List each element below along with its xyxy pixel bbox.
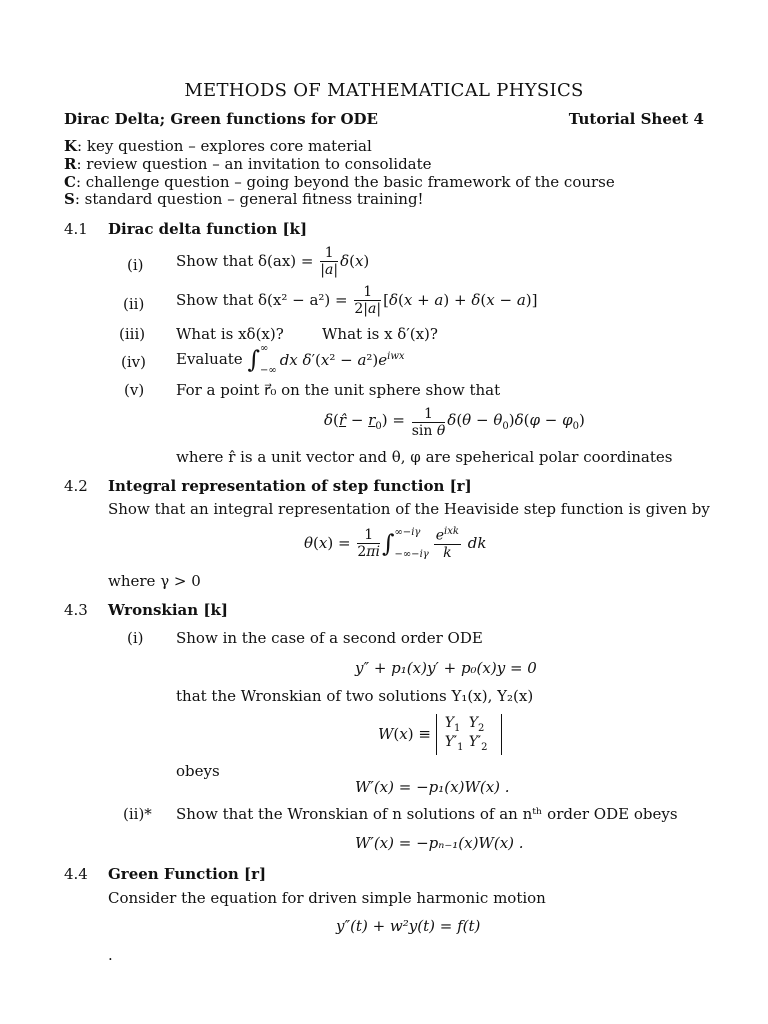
item-text: What is xδ(x)? <box>176 325 284 343</box>
legend-c: C: challenge question – going beyond the basic framework of the course <box>64 173 615 191</box>
item-label: (iii) <box>119 325 146 343</box>
body-text: Consider the equation for driven simple harmonic motion <box>108 889 546 907</box>
section-number: 4.3 <box>64 601 88 619</box>
where-text: where r̂ is a unit vector and θ, φ are speherical polar coordinates <box>176 448 673 466</box>
page-title: METHODS OF MATHEMATICAL PHYSICS <box>184 80 584 101</box>
section-number: 4.2 <box>64 477 88 495</box>
trailing-dot: . <box>108 946 113 964</box>
item-text: Evaluate ∫∞ −∞dx $\delta'(x^2 - a^2)e^{iwx}$ <box>176 343 405 376</box>
item-text: Show that the Wronskian of n solutions of an nᵗʰ order ODE obeys <box>176 805 678 823</box>
sheet-label: Tutorial Sheet 4 <box>568 110 704 128</box>
section-number: 4.4 <box>64 865 88 883</box>
item-text: Show that δ(x² − a²) = $\frac{1}{2|a|}$ [δ(x + a) + δ(x − a)] <box>176 284 538 317</box>
item-label: (iv) <box>121 353 146 371</box>
legend-s: S: standard question – general fitness training! <box>64 190 424 208</box>
section-number: 4.1 <box>64 220 88 238</box>
wronskian-determinant: W(x) ≡ $Y_1$ $Y_2$ $Y'_1$ $Y'_2$ <box>378 714 502 755</box>
body-text: that the Wronskian of two solutions Y₁(x), Y₂(x) <box>176 687 534 705</box>
item-label: (v) <box>124 381 145 399</box>
where-text: where γ > 0 <box>108 572 201 590</box>
section-heading: Dirac delta function [k] <box>108 220 308 238</box>
equation: y″ + p₁(x)y′ + p₀(x)y = 0 <box>355 659 537 677</box>
equation: y″(t) + w²y(t) = f(t) <box>336 917 481 935</box>
item-label: (i) <box>127 256 144 274</box>
equation: W′(x) = −pₙ₋₁(x)W(x) . <box>355 834 524 852</box>
item-label: (ii)* <box>123 805 152 823</box>
equation: θ(x) = $\frac{1}{2\pi i}$ ∫∞−iγ −∞−iγ $\frac{e^{ixk}}{k}$ dk <box>304 526 487 561</box>
legend-r: R: review question – an invitation to consolidate <box>64 155 432 173</box>
item-text: Show that δ(ax) = $\frac{1}{|a|}$ δ(x) <box>176 245 370 278</box>
equation: W′(x) = −p₁(x)W(x) . <box>355 778 510 796</box>
equation: δ(r̂ − $r_0$) = $\frac{1}{\text{sin θ}}$ $\delta(\theta - \theta_0)\delta(\varphi - \varphi_0)$ <box>324 406 585 439</box>
item-label: (ii) <box>123 295 145 313</box>
body-text: obeys <box>176 762 220 780</box>
item-text: For a point r⃗₀ on the unit sphere show that <box>176 381 501 399</box>
section-heading: Wronskian [k] <box>108 601 228 619</box>
section-heading: Integral representation of step function [r] <box>108 477 472 495</box>
legend-k: K: key question – explores core material <box>64 137 372 155</box>
section-heading: Green Function [r] <box>108 865 267 883</box>
body-text: Show that an integral representation of the Heaviside step function is given by <box>108 500 710 518</box>
item-text: Show in the case of a second order ODE <box>176 629 483 647</box>
item-label: (i) <box>127 629 144 647</box>
item-text: What is x δ′(x)? <box>322 325 438 343</box>
subtitle: Dirac Delta; Green functions for ODE <box>64 110 378 128</box>
